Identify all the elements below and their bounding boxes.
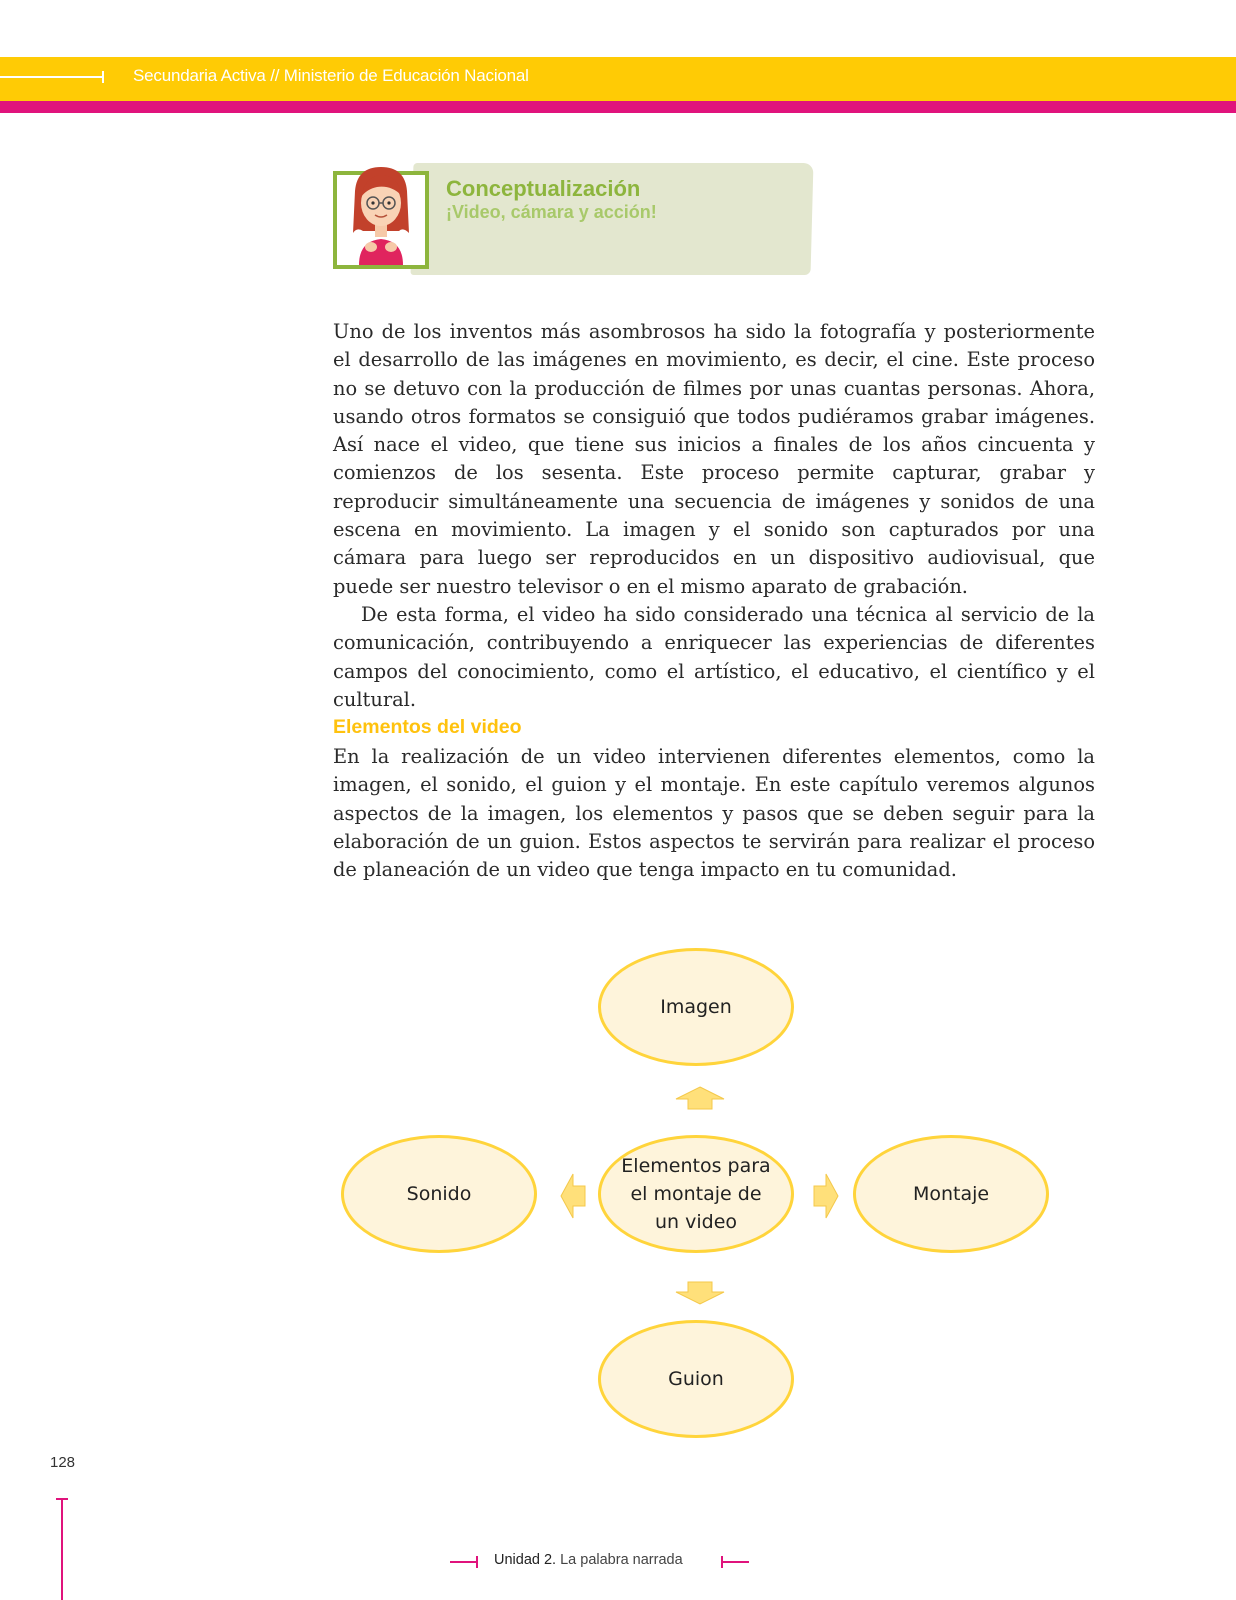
footer-unit: [494, 1552, 683, 1568]
footer-margin-line: [61, 1498, 63, 1600]
arrow-right-icon: [812, 1172, 840, 1220]
diagram-node-imagen: [598, 948, 794, 1066]
banner-subtitle: ¡Video, cámara y acción!: [446, 202, 657, 222]
header-accent-stripe: [0, 101, 1236, 113]
header-rule: [0, 76, 104, 78]
footer-rule-left-cap: [476, 1556, 478, 1568]
diagram-node-guion: [598, 1320, 794, 1438]
diagram-node-label: Guion: [668, 1368, 724, 1390]
diagram-node-sonido: [341, 1135, 537, 1253]
diagram-node-label: Sonido: [406, 1183, 472, 1205]
girl-character-icon: [337, 161, 425, 265]
diagram-node-label: Imagen: [660, 996, 732, 1018]
arrow-up-icon: [674, 1085, 726, 1111]
footer-unit-title: La palabra narrada: [560, 1552, 683, 1568]
diagram-node-montaje: [853, 1135, 1049, 1253]
page-number: 128: [50, 1454, 76, 1471]
avatar: [333, 171, 429, 269]
body-paragraph-1: Uno de los inventos más asombrosos ha sido la fotografía y posteriormente el desarrollo de las imágenes en movimiento, es decir, el cine. Este proceso no se detuvo con la producción de filmes por unas cuantas personas. Ahora, usando otros formatos se consiguió que todos pudiéramos grabar imágenes. Así nace el video, que tiene sus inicios a finales de los años cincuenta y comienzos de los sesenta. Este proceso permite capturar, grabar y reproducir simultáneamente una secuencia de imágenes y sonidos de una escena en movimiento. La imagen y el sonido son capturados por una cámara para luego ser reproducidos en un dispositivo audiovisual, que puede ser nuestro televisor o en el mismo aparato de grabación.: [333, 320, 1095, 598]
arrow-left-icon: [559, 1172, 587, 1220]
diagram-node-center: [598, 1135, 794, 1253]
arrow-down-icon: [674, 1280, 726, 1306]
footer-rule-right: [721, 1561, 749, 1563]
banner-background-stroke: [420, 255, 800, 275]
body-paragraph-2: De esta forma, el video ha sido considerado una técnica al servicio de la comunicación, contribuyendo a enriquecer las experiencias de diferentes campos del conocimiento, como el artístico, el educativo, el científico y el cultural.: [333, 603, 1095, 711]
diagram-node-label: Elementos para el montaje de un video: [621, 1155, 771, 1233]
footer-unit-label: Unidad 2.: [494, 1552, 557, 1568]
footer-rule-left: [450, 1561, 478, 1563]
body-paragraph-3: En la realización de un video intervienen diferentes elementos, como la imagen, el sonido, el guion y el montaje. En este capítulo veremos algunos aspectos de la imagen, los elementos y pasos que se deben seguir para la elaboración de un guion. Estos aspectos te servirán para realizar el proceso de planeación de un video que tenga impacto en tu comunidad.: [333, 745, 1095, 882]
diagram-node-label: Montaje: [912, 1183, 990, 1205]
section-heading: Elementos del video: [333, 716, 522, 738]
banner-title: Conceptualización: [446, 176, 641, 201]
header-title: Secundaria Activa // Ministerio de Educación Nacional: [133, 66, 529, 85]
header-rule-cap: [102, 71, 104, 83]
